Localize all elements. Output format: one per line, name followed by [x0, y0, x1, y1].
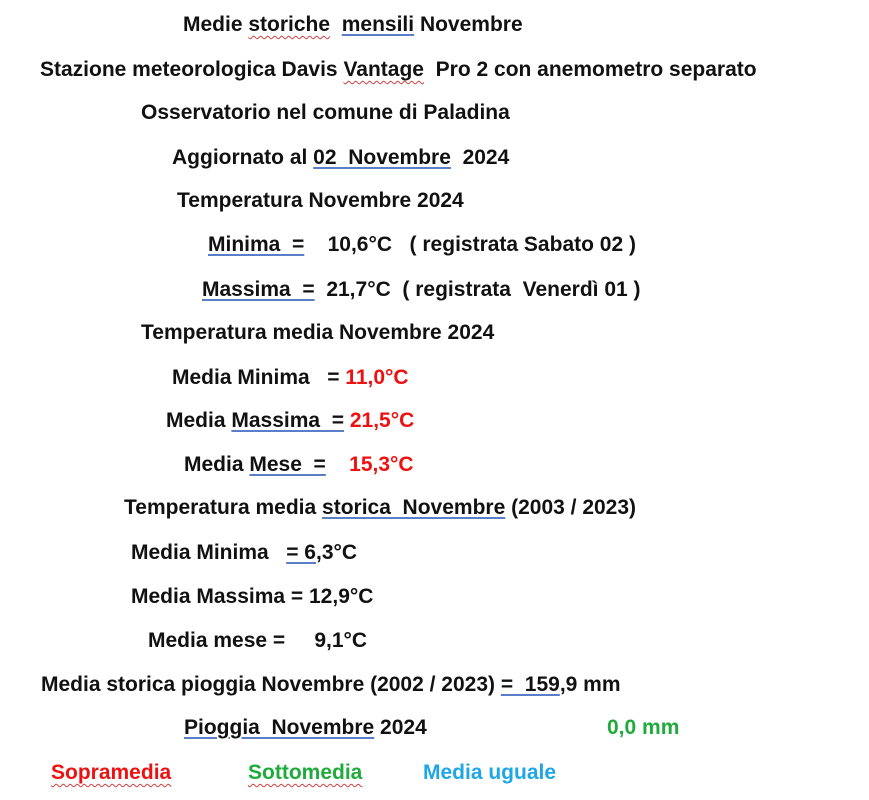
page-title: Medie storiche mensili Novembre: [183, 13, 523, 36]
rain-month-value: 0,0 mm: [607, 716, 680, 739]
temp-max-line: Massima = 21,7°C ( registrata Venerdì 01 ): [202, 278, 641, 301]
avg-min-line: Media Minima = 11,0°C: [172, 366, 409, 389]
rain-month-line: Pioggia Novembre 2024: [184, 716, 427, 739]
historic-min-line: Media Minima = 6,3°C: [131, 541, 358, 564]
avg-month-line: Media Mese = 15,3°C: [184, 453, 414, 476]
legend-above: Sopramedia: [51, 761, 172, 784]
temp-month-heading: Temperatura Novembre 2024: [177, 189, 464, 212]
historic-heading: Temperatura media storica Novembre (2003 / 2023): [124, 496, 637, 519]
temp-min-line: Minima = 10,6°C ( registrata Sabato 02 ): [208, 233, 636, 256]
updated-line: Aggiornato al 02 Novembre 2024: [172, 146, 510, 169]
temp-avg-heading: Temperatura media Novembre 2024: [141, 321, 495, 344]
station-line: Stazione meteorologica Davis Vantage Pro 2 con anemometro separato: [40, 58, 757, 81]
historic-max-line: Media Massima = 12,9°C: [131, 585, 374, 608]
legend-equal: Media uguale: [423, 761, 557, 784]
rain-historic-line: Media storica pioggia Novembre (2002 / 2023) = 159,9 mm: [41, 673, 621, 696]
legend-below: Sottomedia: [248, 761, 363, 784]
historic-month-line: Media mese = 9,1°C: [148, 629, 368, 652]
observatory-line: Osservatorio nel comune di Paladina: [141, 101, 510, 124]
avg-max-line: Media Massima = 21,5°C: [166, 409, 415, 432]
